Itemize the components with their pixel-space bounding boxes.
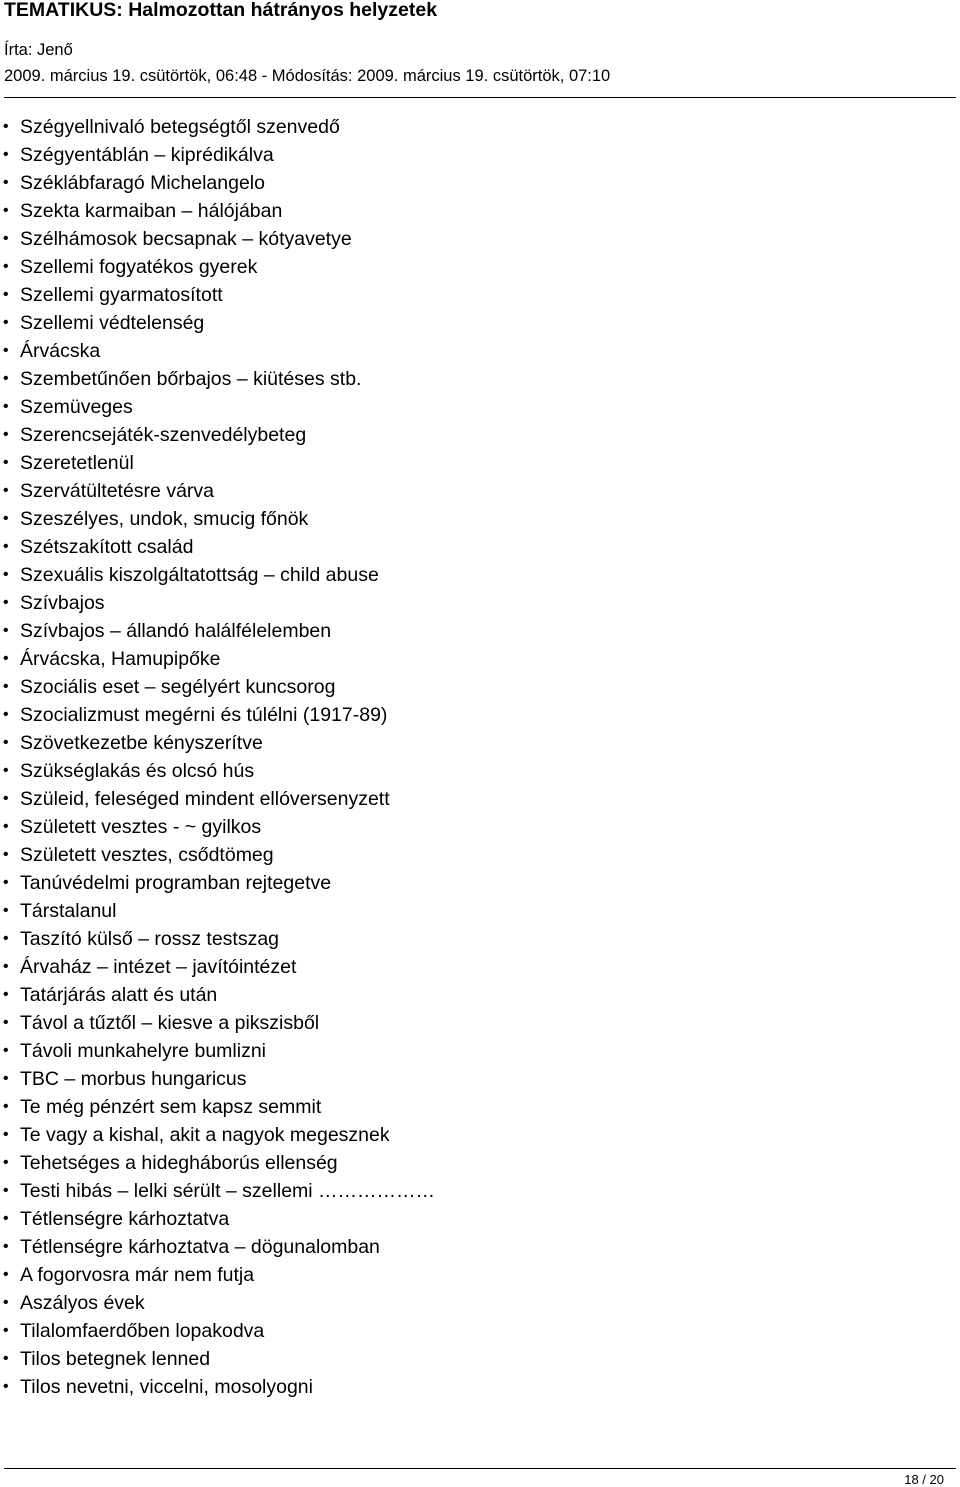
list-item [0,925,435,953]
list-item [0,113,435,141]
list-item [0,253,435,281]
list-item [0,477,435,505]
list-item-text: Tanúvédelmi programban rejtegetve [20,872,332,894]
list-item-text: Taszító külső – rossz testszag [20,928,280,950]
bullet-icon: • [3,1098,9,1115]
bullet-icon: • [3,398,9,415]
list-item [0,393,435,421]
list-item [0,1289,435,1317]
list-item-text: TBC – morbus hungaricus [20,1068,247,1090]
list-item-text: Távoli munkahelyre bumlizni [20,1040,267,1062]
bullet-icon: • [3,230,9,247]
list-item-text: Szégyellnivaló betegségtől szenvedő [20,116,340,138]
list-item [0,869,435,897]
bullet-icon: • [3,622,9,639]
list-item-text: Tétlenségre kárhoztatva [20,1208,230,1230]
bullet-icon: • [3,986,9,1003]
list-item [0,1149,435,1177]
list-item-text: Szociális eset – segélyért kuncsorog [20,676,336,698]
list-item [0,337,435,365]
list-item [0,365,435,393]
footer-divider [4,1468,956,1469]
author-line: Írta: Jenő [4,41,73,59]
bullet-icon: • [3,342,9,359]
list-item-text: Tatárjárás alatt és után [20,984,218,1006]
list-item [0,701,435,729]
bullet-icon: • [3,1266,9,1283]
bullet-icon: • [3,762,9,779]
list-item-text: Tétlenségre kárhoztatva – dögunalomban [20,1236,380,1258]
bullet-icon: • [3,1070,9,1087]
bullet-icon: • [3,1350,9,1367]
list-item [0,1177,435,1205]
list-item [0,169,435,197]
list-item [0,505,435,533]
bullet-icon: • [3,1322,9,1339]
bullet-icon: • [3,118,9,135]
page-title: TEMATIKUS: Halmozottan hátrányos helyzetek [4,0,438,21]
bullet-icon: • [3,258,9,275]
list-item-text: Szeretetlenül [20,452,134,474]
list-item [0,785,435,813]
bullet-icon: • [3,874,9,891]
list-item [0,757,435,785]
bullet-icon: • [3,1042,9,1059]
list-item-text: Te vagy a kishal, akit a nagyok megesznek [20,1124,390,1146]
bullet-icon: • [3,594,9,611]
list-item-text: Szekta karmaiban – hálójában [20,200,283,222]
list-item-text: A fogorvosra már nem futja [20,1264,255,1286]
list-item-text: Szellemi fogyatékos gyerek [20,256,258,278]
list-item-text: Szellemi gyarmatosított [20,284,223,306]
list-item [0,561,435,589]
list-item-text: Szívbajos [20,592,105,614]
list-item [0,197,435,225]
bullet-icon: • [3,706,9,723]
list-item-text: Szívbajos – állandó halálfélelemben [20,620,332,642]
list-item-text: Aszályos évek [20,1292,145,1314]
list-item [0,281,435,309]
bullet-icon: • [3,846,9,863]
list-item [0,673,435,701]
bullet-icon: • [3,902,9,919]
list-item [0,421,435,449]
list-item-text: Testi hibás – lelki sérült – szellemi ……………… [20,1180,436,1202]
list-item [0,141,435,169]
bullet-icon: • [3,202,9,219]
list-item [0,1233,435,1261]
bullet-icon: • [3,1126,9,1143]
list-item-text: Szemüveges [20,396,133,418]
list-item-text: Szüleid, feleséged mindent ellóversenyzett [20,788,390,810]
bullet-icon: • [3,958,9,975]
document-header [4,0,956,86]
bullet-icon: • [3,1378,9,1395]
bullet-icon: • [3,482,9,499]
list-item-text: Távol a tűztől – kiesve a pikszisből [20,1012,320,1034]
bullet-icon: • [3,370,9,387]
list-item [0,589,435,617]
list-item [0,449,435,477]
list-item-text: Tehetséges a hidegháborús ellenség [20,1152,338,1174]
list-item [0,1261,435,1289]
bullet-icon: • [3,678,9,695]
bullet-list [0,113,435,1401]
list-item [0,1037,435,1065]
list-item [0,645,435,673]
bullet-icon: • [3,1210,9,1227]
list-item [0,1009,435,1037]
bullet-icon: • [3,930,9,947]
list-item [0,981,435,1009]
list-item [0,309,435,337]
bullet-icon: • [3,790,9,807]
list-item-text: Szétszakított család [20,536,194,558]
bullet-icon: • [3,566,9,583]
list-item-text: Szembetűnően bőrbajos – kiütéses stb. [20,368,362,390]
list-item-text: Szellemi védtelenség [20,312,205,334]
list-item-text: Tilalomfaerdőben lopakodva [20,1320,265,1342]
list-item [0,225,435,253]
list-item [0,617,435,645]
bullet-icon: • [3,1014,9,1031]
bullet-icon: • [3,426,9,443]
list-item [0,1345,435,1373]
page-number: 18 / 20 [904,1472,944,1487]
bullet-icon: • [3,174,9,191]
list-item-text: Árvácska [20,340,101,362]
bullet-icon: • [3,818,9,835]
bullet-icon: • [3,1294,9,1311]
list-item-text: Te még pénzért sem kapsz semmit [20,1096,322,1118]
list-item [0,897,435,925]
bullet-icon: • [3,454,9,471]
date-line: 2009. március 19. csütörtök, 06:48 - Módosítás: 2009. március 19. csütörtök, 07:10 [4,67,611,85]
list-item-text: Széklábfaragó Michelangelo [20,172,265,194]
list-item [0,1065,435,1093]
list-item [0,841,435,869]
bullet-icon: • [3,314,9,331]
list-item-text: Született vesztes - ~ gyilkos [20,816,262,838]
list-item-text: Szerencsejáték-szenvedélybeteg [20,424,307,446]
bullet-icon: • [3,1182,9,1199]
list-item [0,1205,435,1233]
list-item-text: Tilos betegnek lenned [20,1348,211,1370]
list-item-text: Szervátültetésre várva [20,480,215,502]
bullet-icon: • [3,650,9,667]
bullet-icon: • [3,734,9,751]
list-item-text: Szeszélyes, undok, smucig főnök [20,508,309,530]
list-item-text: Szövetkezetbe kényszerítve [20,732,263,754]
list-item [0,953,435,981]
list-item [0,1093,435,1121]
list-item [0,533,435,561]
list-item-text: Szükséglakás és olcsó hús [20,760,255,782]
list-item [0,729,435,757]
list-item-text: Árvaház – intézet – javítóintézet [20,956,297,978]
bullet-icon: • [3,538,9,555]
header-divider [4,97,956,98]
list-item-text: Szocializmust megérni és túlélni (1917-89) [20,704,388,726]
list-item-text: Szélhámosok becsapnak – kótyavetye [20,228,352,250]
list-item-text: Született vesztes, csődtömeg [20,844,274,866]
bullet-icon: • [3,286,9,303]
list-item-text: Szégyentáblán – kiprédikálva [20,144,274,166]
list-item [0,1121,435,1149]
list-item [0,813,435,841]
list-item [0,1373,435,1401]
list-item-text: Szexuális kiszolgáltatottság – child abuse [20,564,379,586]
bullet-icon: • [3,1238,9,1255]
list-item-text: Árvácska, Hamupipőke [20,648,221,670]
list-item-text: Társtalanul [20,900,117,922]
list-item-text: Tilos nevetni, viccelni, mosolyogni [20,1376,313,1398]
bullet-icon: • [3,1154,9,1171]
bullet-icon: • [3,510,9,527]
bullet-icon: • [3,146,9,163]
list-item [0,1317,435,1345]
